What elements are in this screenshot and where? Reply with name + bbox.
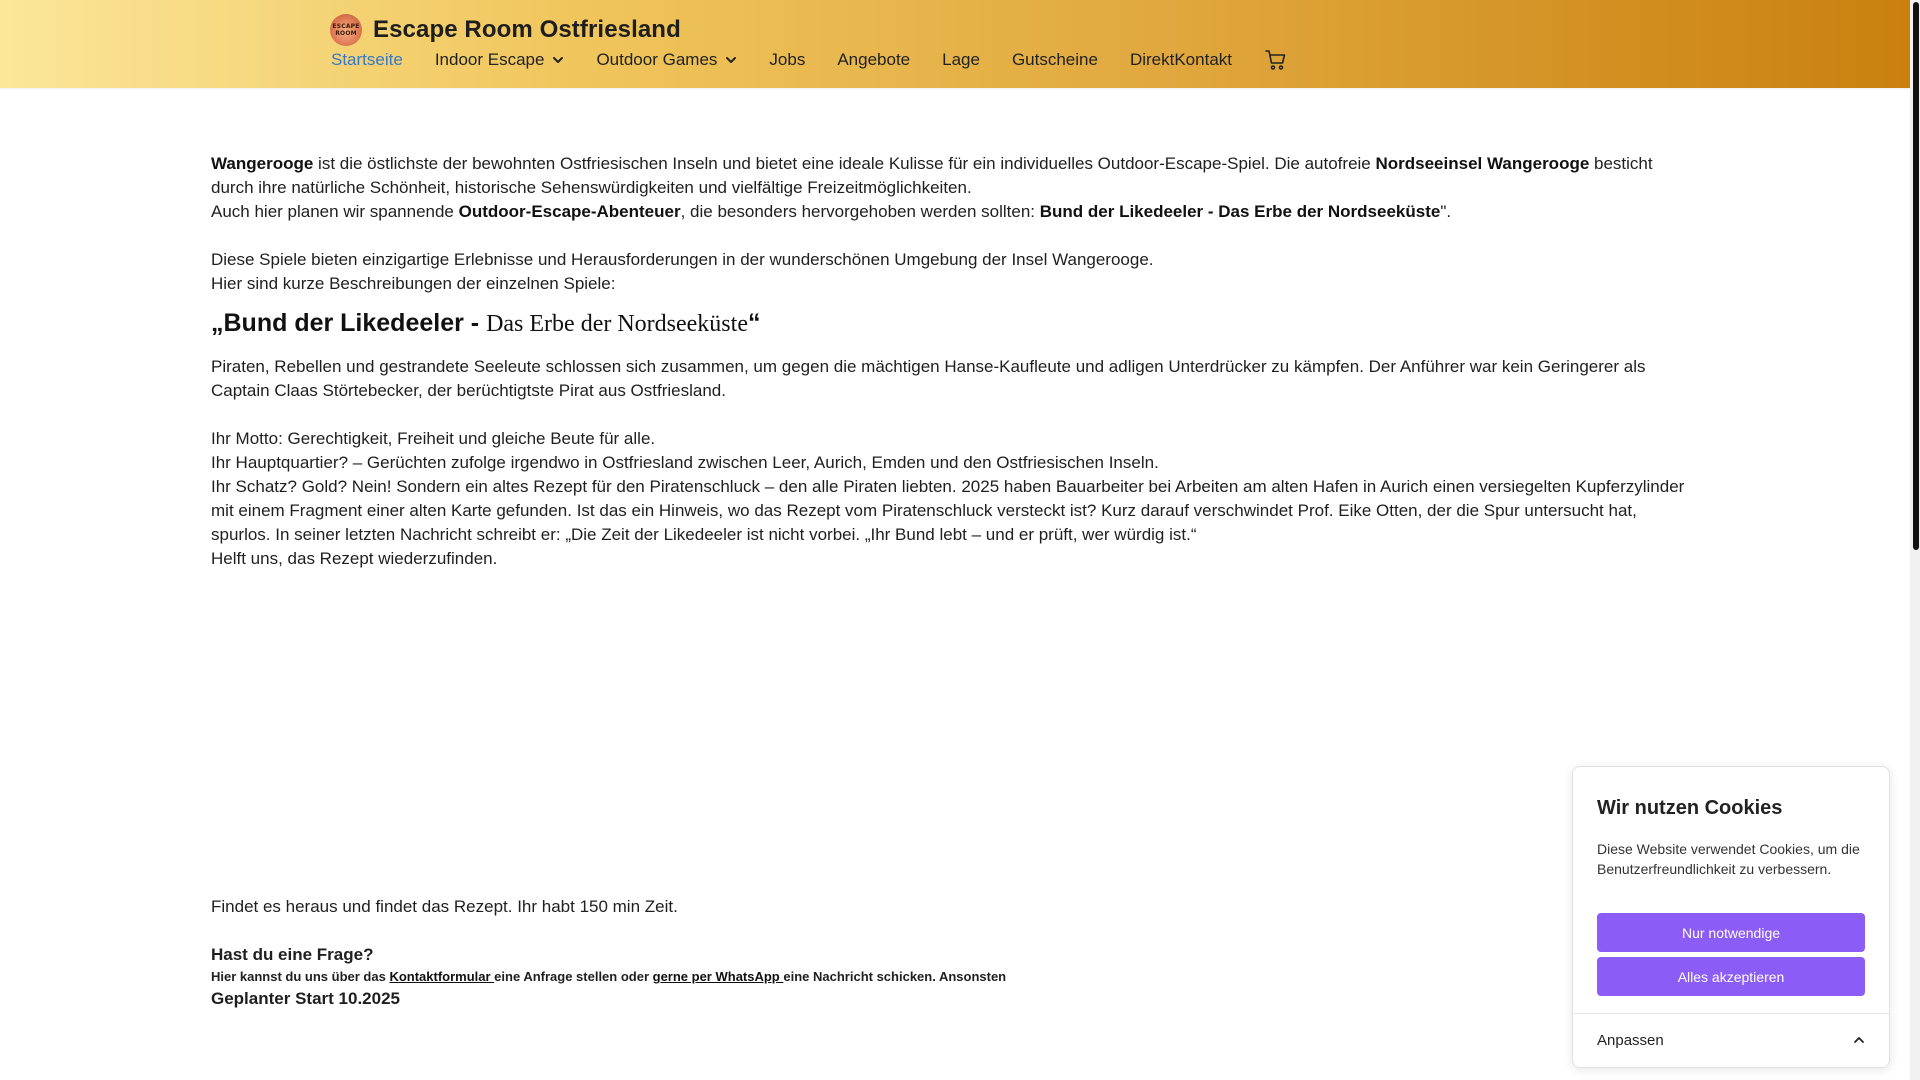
story-paragraph: Piraten, Rebellen und gestrandete Seeleute schlossen sich zusammen, um gegen die mächtigen Hanse-Kaufleute und adligen Unterdrücker zu kämpfen. Der Anführer war kein Geringerer als Captain Claas Störtebecker, der berüchtigtste Pirat aus Ostfriesland.	[211, 357, 1646, 400]
customize-toggle[interactable]	[1597, 1025, 1865, 1055]
nav-item-outdoor-games[interactable]	[596, 50, 737, 70]
main-nav	[331, 49, 1288, 71]
nav-item-lage[interactable]: Lage	[942, 50, 980, 69]
brand[interactable]	[330, 14, 681, 46]
cookie-title: Wir nutzen Cookies	[1597, 797, 1783, 819]
plan-text-3: ".	[1440, 202, 1452, 221]
whatsapp-link[interactable]: gerne per WhatsApp	[652, 969, 784, 984]
logo-text-line1: ESCAPE	[332, 23, 360, 30]
plan-text-2: , die besonders hervorgehoben werden sollten:	[680, 202, 1040, 221]
question-title: Hast du eine Frage?	[211, 945, 374, 964]
cookie-text: Diese Website verwendet Cookies, um die Benutzerfreundlichkeit zu verbessern.	[1597, 841, 1860, 877]
heading-serif: Das Erbe der Nordseeküste	[486, 311, 748, 337]
intro-paragraph	[211, 152, 1691, 200]
hq-line: Ihr Hauptquartier? – Gerüchten zufolge irgendwo in Ostfriesland zwischen Leer, Aurich, Emden und den Ostfriesischen Inseln.	[211, 453, 1159, 472]
customize-label: Anpassen	[1597, 1031, 1664, 1049]
question-note	[211, 967, 1691, 987]
games-line-1: Diese Spiele bieten einzigartige Erlebnisse und Herausforderungen in der wunderschönen Umgebung der Insel Wangerooge.	[211, 250, 1154, 269]
bold-game-title: Bund der Likedeeler - Das Erbe der Nordseeküste	[1039, 202, 1441, 221]
plan-text-1: Auch hier planen wir spannende	[211, 202, 459, 221]
question-text-1: Hier kannst du uns über das	[211, 969, 390, 984]
planned-start: Geplanter Start 10.2025	[211, 989, 400, 1008]
heading-close-quote: “	[747, 309, 761, 337]
nav-item-jobs[interactable]: Jobs	[769, 50, 806, 69]
motto-line: Ihr Motto: Gerechtigkeit, Freiheit und gleiche Beute für alle.	[211, 429, 656, 448]
game-heading	[211, 306, 1691, 341]
shopping-cart-icon[interactable]	[1264, 48, 1288, 72]
heading-bold: „Bund der Likedeeler -	[211, 309, 487, 337]
games-line-2: Hier sind kurze Beschreibungen der einzelnen Spiele:	[211, 274, 616, 293]
bold-wangerooge: Wangerooge	[211, 154, 314, 173]
main-content	[211, 152, 1691, 1011]
intro-text-1: ist die östlichste der bewohnten Ostfriesischen Inseln und bietet eine ideale Kulisse für ein individuelles Outdoor-Escape-Spiel. Die autofreie	[313, 154, 1376, 173]
cookie-consent-panel	[1572, 766, 1890, 1068]
cookie-divider	[1573, 1013, 1889, 1014]
bold-outdoor-escape: Outdoor-Escape-Abenteuer	[458, 202, 681, 221]
contact-form-link[interactable]: Kontaktformular	[389, 969, 495, 984]
nav-item-label: Outdoor Games	[596, 50, 718, 69]
only-necessary-button[interactable]: Nur notwendige	[1597, 913, 1865, 952]
chevron-up-icon	[1853, 1034, 1865, 1046]
accept-all-button[interactable]: Alles akzeptieren	[1597, 957, 1865, 996]
intro-text-2: besticht durch ihre natürliche Schönheit, historische Sehenswürdigkeiten und vielfältige Freizeitmöglichkeiten.	[211, 154, 1653, 197]
brand-name[interactable]: Escape Room Ostfriesland	[373, 16, 681, 43]
nav-item-indoor-escape[interactable]	[435, 50, 565, 70]
page-scrollbar[interactable]	[1910, 0, 1920, 1080]
nav-item-label: Indoor Escape	[434, 50, 545, 69]
logo	[330, 14, 362, 46]
site-header	[0, 0, 1910, 88]
nav-item-gutscheine[interactable]: Gutscheine	[1011, 50, 1098, 69]
chevron-down-icon	[725, 54, 737, 66]
nav-item-angebote[interactable]: Angebote	[837, 50, 911, 69]
question-text-2: eine Anfrage stellen oder	[494, 969, 653, 984]
treasure-paragraph: Ihr Schatz? Gold? Nein! Sondern ein altes Rezept für den Piratenschluck – den alle Piraten liebten. 2025 haben Bauarbeiter bei Arbeiten am alten Hafen in Aurich einen versiegelten Kupferzylinder mit einem Fragment einer alten Karte gefunden. Ist das ein Hinweis, wo das Rezept vom Piratenschluck versteckt ist? Kurz darauf verschwindet Prof. Eike Otten, der die Spur untersucht hat, spurlos. In seiner letzten Nachricht schreibt er: „Die Zeit der Likedeeler ist nicht vorbei. „Ihr Bund lebt – und er prüft, wer würdig ist.“	[211, 477, 1685, 544]
scrollbar-thumb[interactable]	[1913, 2, 1919, 550]
logo-text-line2: ROOM	[335, 30, 357, 37]
embedded-media-placeholder	[211, 571, 1691, 895]
question-text-3: eine Nachricht schicken. Ansonsten	[783, 969, 1007, 984]
chevron-down-icon	[552, 54, 564, 66]
plan-paragraph	[211, 200, 1691, 224]
bold-nordseeinsel: Nordseeinsel Wangerooge	[1375, 154, 1590, 173]
nav-item-startseite[interactable]: Startseite	[331, 50, 403, 69]
find-line: Findet es heraus und findet das Rezept. Ihr habt 150 min Zeit.	[211, 897, 678, 916]
nav-item-direktkontakt[interactable]: DirektKontakt	[1129, 50, 1232, 69]
help-line: Helft uns, das Rezept wiederzufinden.	[211, 549, 498, 568]
